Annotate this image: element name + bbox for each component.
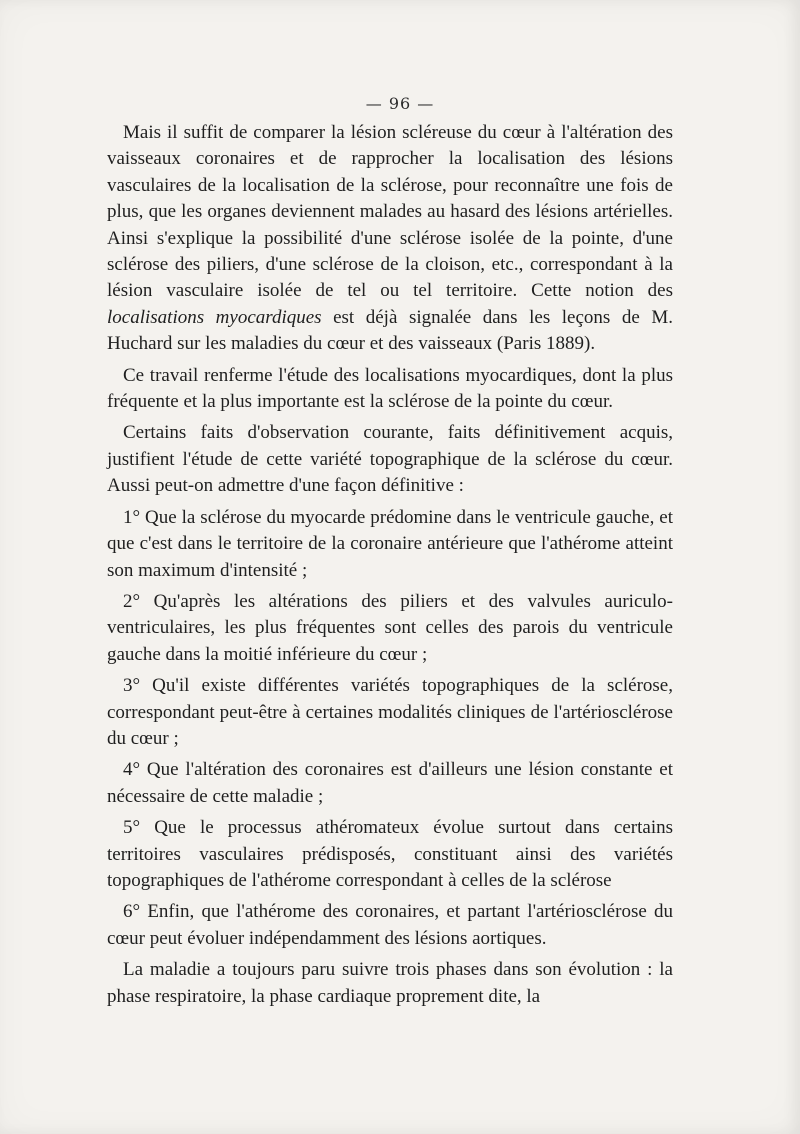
list-item-6: 6° Enfin, que l'athérome des coronaires, et partant l'artériosclérose du cœur peut évoluer indépendamment des lésions aortiques. (107, 901, 673, 949)
body-text (107, 120, 673, 1010)
page-number: — 96 — (365, 94, 435, 113)
paragraph-4: La maladie a toujours paru suivre trois phases dans son évolution : la phase respiratoire, la phase cardiaque proprement dite, la (107, 959, 673, 1007)
list-item-5: 5° Que le processus athéromateux évolue surtout dans certains territoires vasculaires prédisposés, constituant ainsi des variétés topographiques de l'athérome correspondant à celles de la sclérose (107, 817, 673, 891)
paragraph-2: Ce travail renferme l'étude des localisations myocardiques, dont la plus fréquente et la plus importante est la sclérose de la pointe du cœur. (107, 364, 673, 413)
paragraph-1-text-b: est déjà signalée dans les leçons de M. Huchard sur les maladies du cœur et des vaisseaux (Paris 1889). (107, 306, 673, 355)
list-item-3: 3° Qu'il existe différentes variétés topographiques de la sclérose, correspondant peut-être à certaines modalités cliniques de l'artériosclérose du cœur ; (107, 675, 673, 749)
paragraph-1-emphasis: localisations myocardiques (107, 306, 322, 328)
list-item-4: 4° Que l'altération des coronaires est d'ailleurs une lésion constante et nécessaire de cette maladie ; (107, 759, 673, 807)
paragraph-1-text-a: Mais il suffit de comparer la lésion scléreuse du cœur à l'altération des vaisseaux coronaires et de rapprocher la localisation des lésions vasculaires de la localisation de la sclérose, pour reconnaître une fois de plus, que les organes deviennent malades au hasard des lésions artérielles. Ainsi s'explique la possibilité d'une sclérose isolée de la pointe, d'une sclérose des piliers, d'une sclérose de la cloison, etc., correspondant à la lésion vasculaire isolée de tel ou tel territoire. Cette notion des (107, 122, 673, 302)
list-item-1: 1° Que la sclérose du myocarde prédomine dans le ventricule gauche, et que c'est dans le territoire de la coronaire antérieure que l'athérome atteint son maximum d'intensité ; (107, 506, 673, 581)
list-item-2: 2° Qu'après les altérations des piliers et des valvules auriculo-ventriculaires, les plus fréquentes sont celles des parois du ventricule gauche dans la moitié inférieure du cœur ; (107, 590, 673, 665)
paragraph-3: Certains faits d'observation courante, faits définitivement acquis, justifient l'étude de cette variété topographique de la sclérose du cœur. Aussi peut-on admettre d'une façon définitive : (107, 422, 673, 497)
paragraph-1 (107, 120, 673, 358)
